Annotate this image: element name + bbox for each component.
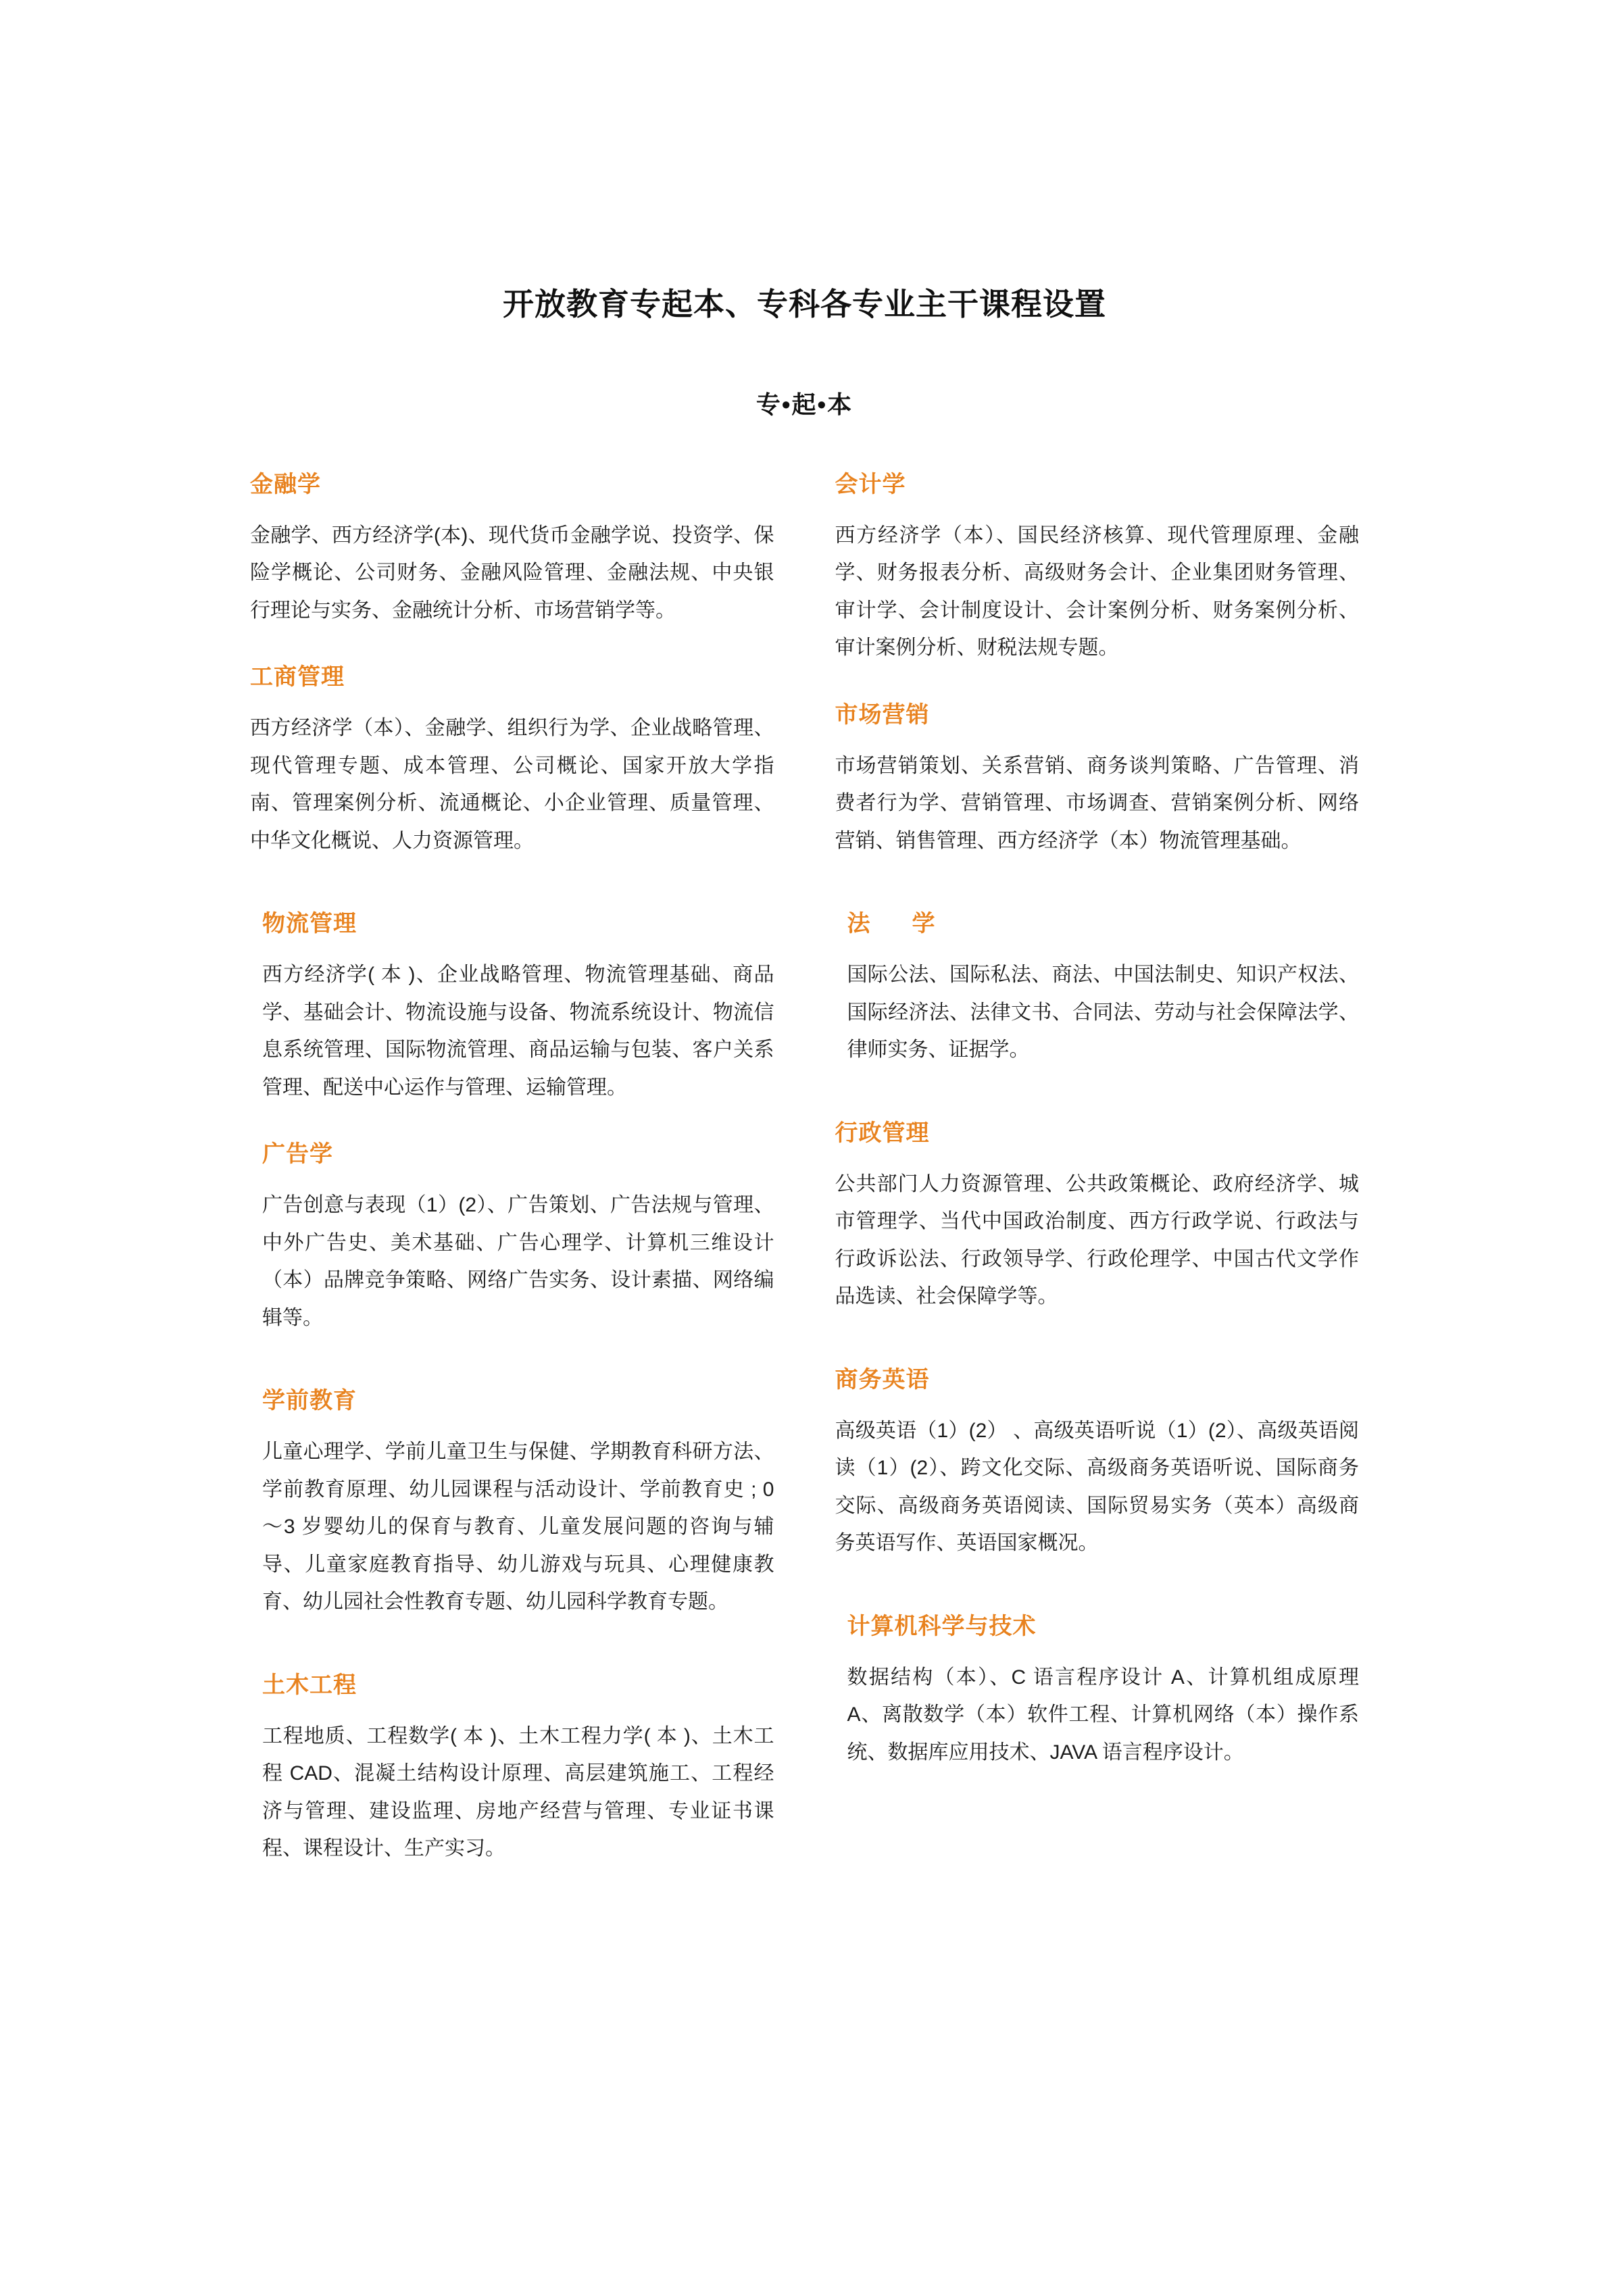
- major-title: 商务英语: [835, 1366, 930, 1393]
- page-subtitle: 专•起•本: [756, 390, 853, 418]
- major-block-accounting: [835, 468, 1360, 667]
- major-courses: 高级英语（1）(2） 、高级英语听说（1）(2）、高级英语阅读（1）(2）、跨文化交际、高级商务英语听说、国际商务交际、高级商务英语阅读、国际贸易实务（英本）高级商务英语写作、英语国家概况。: [835, 1419, 1359, 1555]
- right-column: [835, 468, 1360, 1873]
- major-block-marketing: [835, 698, 1360, 860]
- major-title: 计算机科学与技术: [847, 1613, 1037, 1639]
- page-title: 开放教育专起本、专科各专业主干课程设置: [503, 286, 1106, 322]
- major-block-advertising: [250, 1137, 774, 1337]
- major-courses: 西方经济学（本）、金融学、组织行为学、企业战略管理、现代管理专题、成本管理、公司概论、国家开放大学指南、管理案例分析、流通概论、小企业管理、质量管理、中华文化概说、人力资源管理。: [250, 717, 774, 852]
- major-courses: 儿童心理学、学前儿童卫生与保健、学期教育科研方法、学前教育原理、幼儿园课程与活动设计、学前教育史 ; 0～3 岁婴幼儿的保育与教育、儿童发展问题的咨询与辅导、儿童家庭教育指导、幼儿游戏与玩具、心理健康教育、幼儿园社会性教育专题、幼儿园科学教育专题。: [262, 1441, 774, 1614]
- major-block-logistics-management: [250, 907, 774, 1106]
- major-courses: 工程地质、工程数学( 本 )、土木工程力学( 本 )、土木工程 CAD、混凝土结构设计原理、高层建筑施工、工程经济与管理、建设监理、房地产经营与管理、专业证书课程、课程设计、生产实习。: [262, 1724, 774, 1860]
- major-block-business-administration: [250, 660, 774, 859]
- major-courses: 国际公法、国际私法、商法、中国法制史、知识产权法、国际经济法、法律文书、合同法、劳动与社会保障法学、律师实务、证据学。: [847, 964, 1359, 1062]
- major-title: 广告学: [262, 1141, 333, 1168]
- major-title: 法 学: [847, 911, 945, 937]
- major-courses: 市场营销策划、关系营销、商务谈判策略、广告管理、消费者行为学、营销管理、市场调查、营销案例分析、网络营销、销售管理、西方经济学（本）物流管理基础。: [835, 754, 1359, 852]
- major-block-preschool-education: [250, 1384, 774, 1621]
- major-title: 行政管理: [835, 1120, 930, 1146]
- document-page: [0, 21, 1609, 2296]
- major-title: 市场营销: [835, 701, 930, 728]
- major-title: 会计学: [835, 471, 906, 497]
- major-courses: 金融学、西方经济学(本)、现代货币金融学说、投资学、保险学概论、公司财务、金融风险管理、金融法规、中央银行理论与实务、金融统计分析、市场营销学等。: [250, 524, 774, 622]
- major-courses: 广告创意与表现（1）(2）、广告策划、广告法规与管理、中外广告史、美术基础、广告心理学、计算机三维设计（本）品牌竞争策略、网络广告实务、设计素描、网络编辑等。: [262, 1194, 774, 1329]
- major-block-law: [835, 907, 1360, 1069]
- major-title: 土木工程: [262, 1672, 357, 1698]
- major-courses: 公共部门人力资源管理、公共政策概论、政府经济学、城市管理学、当代中国政治制度、西方行政学说、行政法与行政诉讼法、行政领导学、行政伦理学、中国古代文学作品选读、社会保障学等。: [835, 1172, 1359, 1308]
- major-block-finance: [250, 468, 774, 630]
- major-block-public-administration: [835, 1116, 1360, 1316]
- major-block-civil-engineering: [250, 1668, 774, 1868]
- major-courses: 西方经济学( 本 )、企业战略管理、物流管理基础、商品学、基础会计、物流设施与设备、物流系统设计、物流信息系统管理、国际物流管理、商品运输与包装、客户关系管理、配送中心运作与管理、运输管理。: [262, 964, 774, 1099]
- left-column: [250, 468, 774, 1873]
- major-title: 金融学: [250, 471, 321, 497]
- major-block-business-english: [835, 1363, 1360, 1562]
- major-courses: 西方经济学（本）、国民经济核算、现代管理原理、金融学、财务报表分析、高级财务会计、企业集团财务管理、审计学、会计制度设计、会计案例分析、财务案例分析、审计案例分析、财税法规专题。: [835, 524, 1359, 659]
- major-courses: 数据结构（本）、C 语言程序设计 A、计算机组成原理 A、离散数学（本）软件工程、计算机网络（本）操作系统、数据库应用技术、JAVA 语言程序设计。: [847, 1666, 1359, 1764]
- major-title: 物流管理: [262, 911, 357, 937]
- major-block-computer-science: [835, 1609, 1360, 1772]
- major-title: 工商管理: [250, 664, 345, 691]
- major-title: 学前教育: [262, 1388, 357, 1414]
- two-column-body: [250, 468, 1359, 1873]
